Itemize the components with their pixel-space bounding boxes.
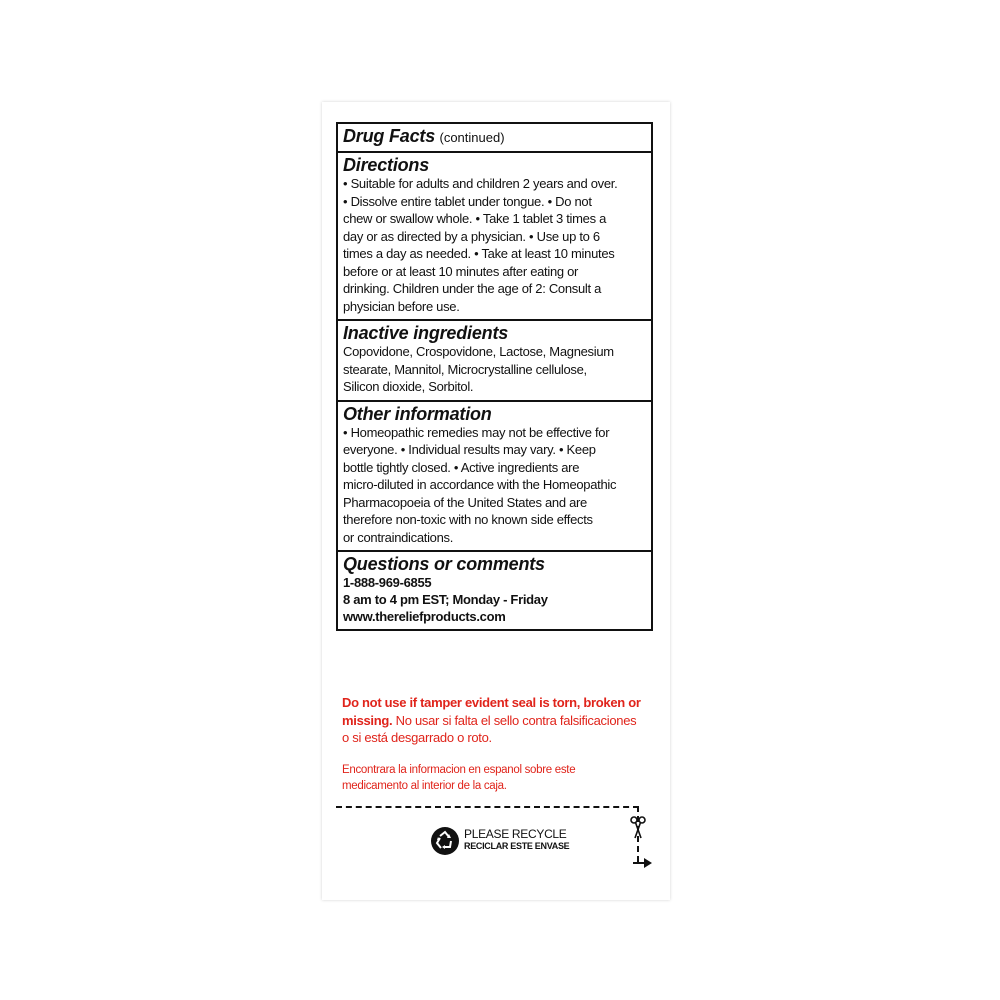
website-link[interactable]: www.thereliefproducts.com — [343, 609, 506, 624]
directions-line: • Suitable for adults and children 2 years and over. — [343, 176, 618, 191]
recycle-icon — [430, 826, 460, 861]
directions-title: Directions — [343, 155, 430, 175]
recycle-line-2: RECICLAR ESTE ENVASE — [464, 841, 570, 851]
other-line: or contraindications. — [343, 529, 454, 545]
other-line: Pharmacopoeia of the United States and are — [343, 494, 587, 510]
other-line: therefore non-toxic with no known side effects — [343, 512, 593, 527]
directions-line: before or at least 10 minutes after eating or — [343, 263, 579, 279]
directions-line: times a day as needed. • Take at least 10 minutes — [343, 246, 615, 261]
directions-line: drinking. Children under the age of 2: Consult a — [343, 281, 602, 296]
recycle-line-1: PLEASE RECYCLE — [464, 827, 567, 841]
inactive-line: Silicon dioxide, Sorbitol. — [343, 379, 474, 394]
directions-line: physician before use. — [343, 298, 460, 314]
other-information-section — [338, 402, 651, 553]
inactive-ingredients-section — [338, 321, 651, 402]
directions-line: • Dissolve entire tablet under tongue. • Do not — [343, 193, 592, 209]
drug-facts-subtitle: (continued) — [439, 130, 505, 145]
other-line: everyone. • Individual results may vary. • Keep — [343, 442, 596, 457]
other-line: micro-diluted in accordance with the Homeopathic — [343, 477, 617, 492]
cut-line — [336, 806, 639, 808]
other-line: • Homeopathic remedies may not be effective for — [343, 424, 610, 440]
tamper-warning-bold: Do not use if tamper evident seal is torn, broken or missing. — [342, 695, 641, 728]
inactive-ingredients-title: Inactive ingredients — [343, 323, 509, 343]
tamper-warning — [342, 694, 642, 747]
questions-section — [338, 552, 651, 629]
directions-line: chew or swallow whole. • Take 1 tablet 3 times a — [343, 211, 607, 226]
other-line: bottle tightly closed. • Active ingredients are — [343, 459, 580, 475]
scissors-icon — [630, 816, 646, 845]
inactive-ingredients-text — [343, 343, 646, 396]
inactive-line: stearate, Mannitol, Microcrystalline cellulose, — [343, 361, 587, 377]
directions-line: day or as directed by a physician. • Use up to 6 — [343, 228, 600, 244]
tamper-warning-spanish: No usar si falta el sello contra falsificaciones o si está desgarrado o roto. — [342, 712, 637, 745]
directions-section — [338, 153, 651, 321]
phone-number: 1-888-969-6855 — [343, 575, 432, 590]
office-hours: 8 am to 4 pm EST; Monday - Friday — [343, 592, 548, 607]
other-information-title: Other information — [343, 403, 492, 424]
arrow-right-icon — [633, 856, 653, 874]
spanish-info: Encontrara la informacion en espanol sobre este medicamento al interior de la caja. — [342, 764, 576, 792]
drug-facts-title: Drug Facts — [343, 126, 436, 146]
drug-facts-box — [336, 122, 653, 631]
inactive-line: Copovidone, Crospovidone, Lactose, Magnesium — [343, 344, 614, 359]
questions-title: Questions or comments — [343, 554, 545, 574]
recycle-text — [464, 828, 569, 852]
other-information-text — [343, 424, 646, 547]
drug-facts-header — [338, 124, 651, 153]
directions-text — [343, 175, 646, 315]
